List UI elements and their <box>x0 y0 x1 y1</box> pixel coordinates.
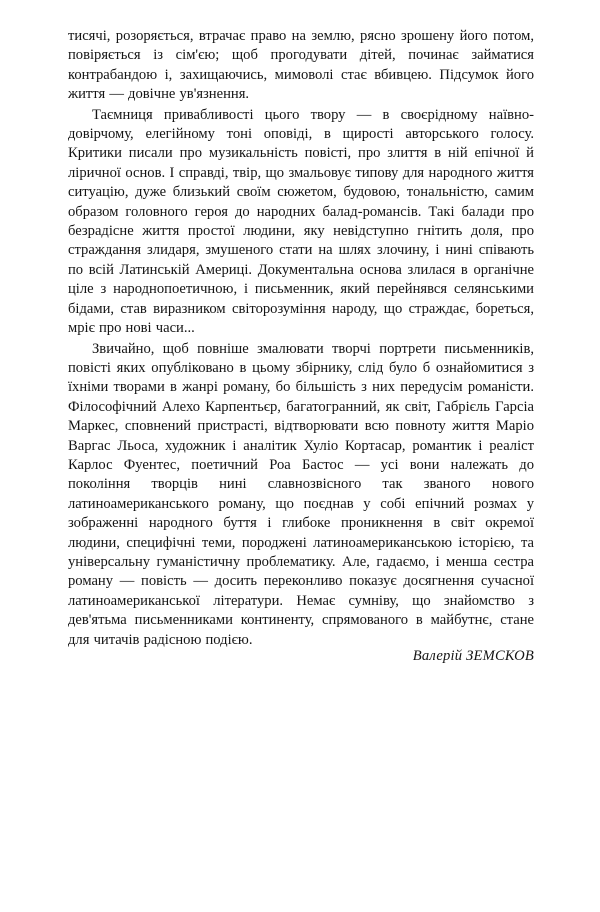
paragraph-1: тисячі, розоряється, втрачає право на землю, рясно зрошену його потом, повіряється із сім'єю; щоб прогодувати дітей, починає займатися контрабандою і, захищаючись, мимоволі стає вбивцею. Підсумок його життя — довічне ув'язнення. <box>68 28 534 103</box>
document-page <box>68 27 534 650</box>
paragraph-3: Звичайно, щоб повніше змалювати творчі портрети письменників, повісті яких опубліковано в цьому збірнику, слід було б ознайомитися з їхніми творами в жанрі роману, бо більшість з них передусім романісти. Філософічний Алехо Карпентьєр, багатогранний, як світ, Габрієль Гарсіа Маркес, сповнений пристрасті, відтворювати всю повноту життя Маріо Варгас Льоса, художник і аналітик Хуліо Кортасар, романтик і реаліст Карлос Фуентес, поетичний Роа Бастос — усі вони належать до покоління творців нині славнозвісного так званого нового латиноамериканського роману, що поєднав у собі епічний розмах у зображенні народного буття і глибоке проникнення в світ окремої людини, специфічні теми, породжені латиноамериканською історією, та універсальну гуманістичну проблематику. Але, гадаємо, і менша сестра роману — повість — досить переконливо показує досягнення сучасної латиноамериканської літератури. Немає сумніву, що знайомство з дев'ятьма письменниками континенту, спрямованого в майбутнє, стане для читачів радісною подією. <box>68 340 534 648</box>
author-signature: Валерій ЗЕМСКОВ <box>412 648 534 664</box>
paragraph-2: Таємниця привабливості цього твору — в своєрідному наївно-довірчому, елегійному тоні оповіді, в щирості авторського голосу. Критики писали про музикальність повісті, про злиття в ній епічної й ліричної основ. І справді, твір, що змальовує типову для народного життя ситуацію, дуже близький своїм сюжетом, будовою, тональністю, самим образом головного героя до народних балад-романсів. Такі балади про безрадісне життя простої людини, яку невідступно гнітить доля, про страждання злидаря, змушеного стати на шлях злочину, і нині співають по всій Латинській Америці. Документальна основа злилася в органічне ціле з народнопоетичною, і письменник, який перейнявся селянськими бідами, став виразником світорозуміння народу, що страждає, бореться, мріє про нові часи... <box>68 106 534 337</box>
